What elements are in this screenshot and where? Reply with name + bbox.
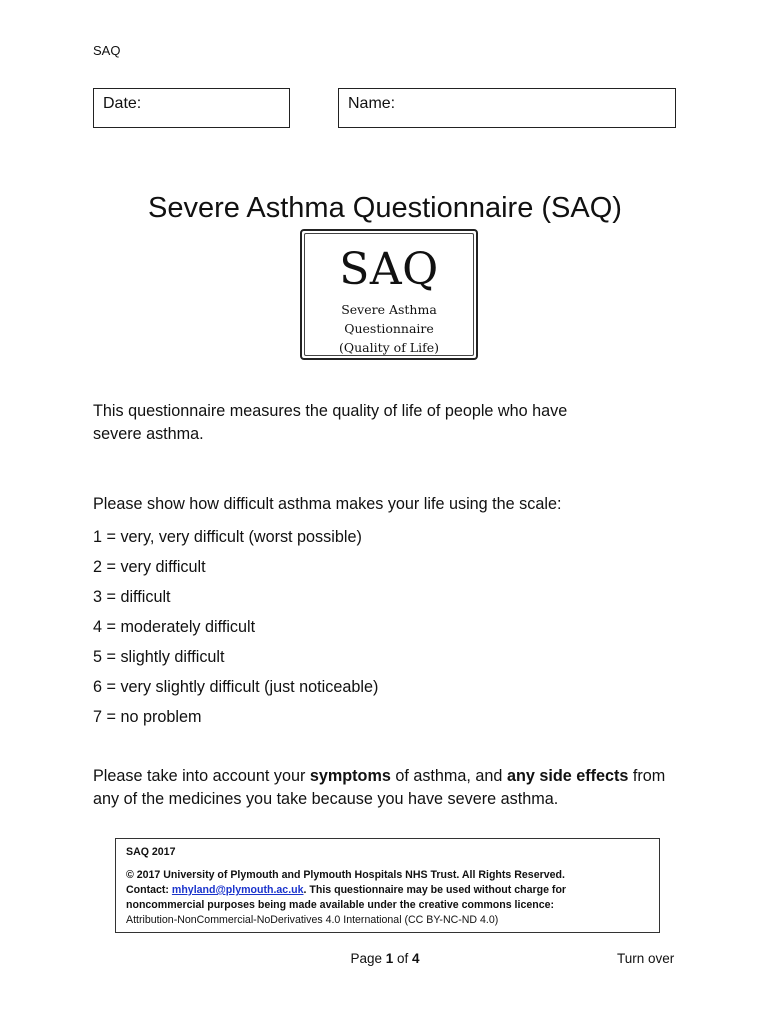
scale-item-7: 7 = no problem [93,708,202,726]
intro-line-2: severe asthma. [93,425,204,443]
intro-paragraph [93,400,683,446]
account-bold-symptoms: symptoms [309,767,391,785]
account-part-3: from any of the medicines you take because you have severe asthma. [93,767,666,808]
logo-abbr: SAQ [339,244,439,295]
logo-line-1: Severe Asthma [341,302,437,317]
header-tag: SAQ [93,43,121,58]
page-current: 1 [385,951,394,966]
scale-item-6: 6 = very slightly difficult (just noticeable) [93,678,379,696]
account-paragraph [93,765,668,811]
intro-line-1: This questionnaire measures the quality of life of people who have [93,402,568,420]
scale-item-1: 1 = very, very difficult (worst possible) [93,528,362,546]
name-field[interactable] [338,88,676,128]
scale-item-2: 2 = very difficult [93,558,206,576]
contact-email-link[interactable]: mhyland@plymouth.ac.uk [171,884,304,896]
account-bold-side-effects: any side effects [506,767,629,785]
name-label: Name: [348,95,396,112]
saq-logo [300,229,478,360]
copyright-line-3: noncommercial purposes being made available under the creative commons licence: [126,899,555,911]
copyright-heading: SAQ 2017 [126,846,176,858]
turn-over-label: Turn over [617,951,675,966]
scale-item-5: 5 = slightly difficult [93,648,225,666]
logo-inner-border [304,233,474,356]
logo-line-2: Questionnaire [344,321,434,336]
account-part-1: Please take into account your [93,767,310,785]
contact-label: Contact: [126,884,172,896]
copyright-line-2: . This questionnaire may be used without charge for [303,884,567,896]
page-prefix: Page [350,951,386,966]
date-field[interactable] [93,88,290,128]
scale-prompt: Please show how difficult asthma makes your life using the scale: [93,495,562,513]
scale-item-4: 4 = moderately difficult [93,618,256,636]
copyright-box [115,838,660,933]
copyright-line-1: © 2017 University of Plymouth and Plymouth Hospitals NHS Trust. All Rights Reserved. [126,869,565,881]
copyright-line-4: Attribution-NonCommercial-NoDerivatives 4.0 International (CC BY-NC-ND 4.0) [126,914,499,926]
scale-item-3: 3 = difficult [93,588,171,606]
date-label: Date: [103,95,142,112]
account-part-2: of asthma, and [390,767,507,785]
page-of: of [393,951,413,966]
page-total: 4 [412,951,420,966]
page-title: Severe Asthma Questionnaire (SAQ) [148,192,622,224]
scale-list [93,527,378,737]
logo-line-3: (Quality of Life) [338,340,439,355]
